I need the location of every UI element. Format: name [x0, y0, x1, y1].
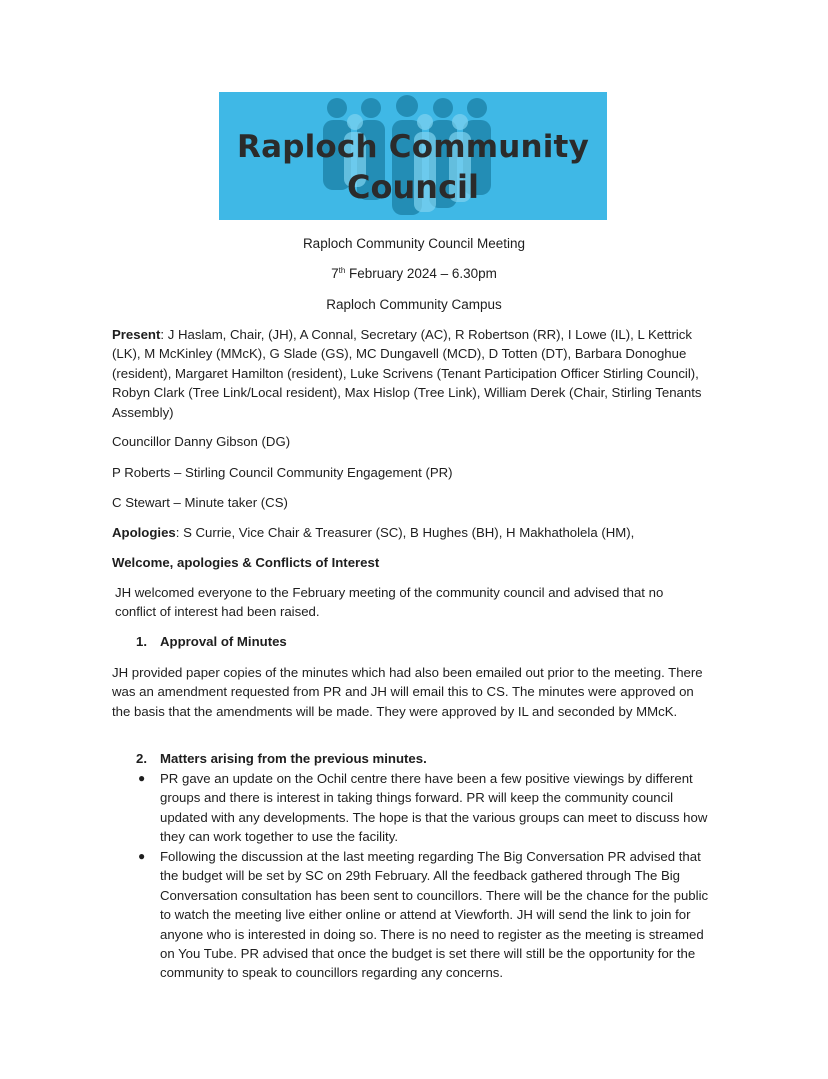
logo-text-line1: Raploch Community	[237, 129, 589, 165]
welcome-paragraph: JH welcomed everyone to the February meeting of the community council and advised that no conflict of interest had been raised.	[115, 585, 664, 620]
section2-heading: 2. Matters arising from the previous minutes.	[136, 751, 427, 766]
list-item: ● Following the discussion at the last meeting regarding The Big Conversation PR advised that the budget will be set by SC on 29th February. All the feedback gathered through The Big Conversation consultation has been sent to councillors. There will be the chance for the public to watch the meeting live either online or attend at Viewforth. JH will send the link to join for anyone who is interested in doing so. There is no need to register as the meeting is streamed on You Tube. PR advised that once the budget is set there will still be the opportunity for the community to speak to councillors regarding any concerns.	[138, 849, 709, 981]
section1-paragraph: JH provided paper copies of the minutes which had also been emailed out prior to the meeting. There was an amendment requested from PR and JH will email this to CS. The minutes were approved on the basis that the amendments will be made. They were approved by IL and seconded by MMcK.	[112, 665, 703, 719]
bullet-icon: ●	[138, 849, 146, 863]
list-item: ● PR gave an update on the Ochil centre there have been a few positive viewings by different groups and there is interest in taking things forward. PR will keep the community council updated with any developments. The hope is that the various groups can meet to discuss how they can work together to use the facility.	[138, 771, 708, 845]
meeting-date: 7th February 2024 – 6.30pm	[331, 266, 497, 281]
bullet-icon: ●	[138, 771, 146, 785]
present-paragraph: Present: J Haslam, Chair, (JH), A Connal, Secretary (AC), R Robertson (RR), I Lowe (IL), L Kettrick (LK), M McKinley (MMcK), G Slade (GS), MC Dungavell (MCD), D Totten (DT), Barbara Donoghue (resident), Margaret Hamilton (resident), Luke Scrivens (Tenant Participation Officer Stirling Council), Robyn Clark (Tree Link/Local resident), Max Hislop (Tree Link), William Derek (Chair, Stirling Tenants Assembly)	[112, 327, 702, 420]
welcome-heading: Welcome, apologies & Conflicts of Interest	[112, 555, 380, 570]
councillor-line: Councillor Danny Gibson (DG)	[112, 434, 291, 449]
council-logo	[219, 92, 607, 220]
meeting-title: Raploch Community Council Meeting	[302, 236, 526, 251]
section1-heading: 1. Approval of Minutes	[136, 634, 287, 649]
minute-taker-line: C Stewart – Minute taker (CS)	[112, 495, 288, 510]
apologies-paragraph: Apologies: S Currie, Vice Chair & Treasurer (SC), B Hughes (BH), H Makhatholela (HM),	[112, 525, 635, 540]
logo-text-line2: Council	[347, 168, 479, 206]
meeting-venue: Raploch Community Campus	[326, 297, 502, 312]
apologies-label: Apologies	[112, 525, 176, 540]
present-label: Present	[112, 327, 161, 342]
engagement-line: P Roberts – Stirling Council Community Engagement (PR)	[112, 465, 453, 480]
